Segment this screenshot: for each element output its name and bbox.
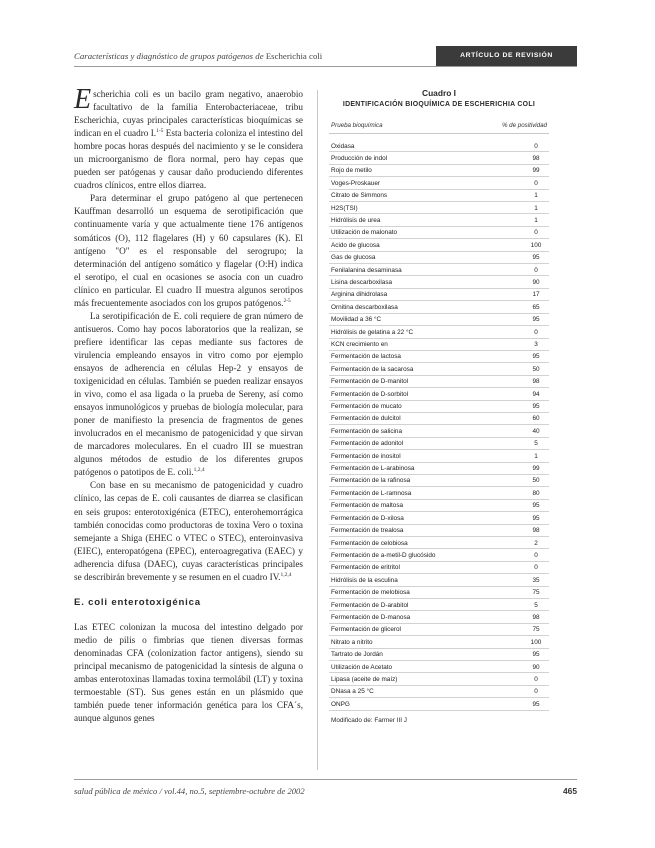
table-cell-test: Fermentación de mucato: [331, 403, 402, 411]
table-cell-test: Fermentación de D-sorbitol: [331, 390, 409, 398]
paragraph-intro: Escherichia coli es un bacilo gram negativo, anaerobio facultativo de la familia Enterobacteriaceae, tribu Escherichia, cuyas principales características bioquímicas se indican en el cuadro I.$^{1-5}$ Esta bacteria coloniza el intestino del hombre pocas horas después del nacimiento y se le considera un microorganismo de flora normal, pero hay cepas que pueden ser patógenas y causar daño produciendo diferentes cuadros clínicos, entre ellos diarrea.: [74, 84, 303, 191]
table-cell-percent: 5: [534, 601, 538, 609]
left-column: [74, 84, 303, 725]
table-row: [329, 314, 549, 326]
section-label: ARTÍCULO DE REVISIÓN: [436, 46, 577, 66]
table-cell-test: ONPG: [331, 700, 350, 708]
table-cell-percent: 50: [532, 365, 540, 373]
table-row: [329, 549, 549, 561]
table-cell-percent: 99: [532, 167, 540, 175]
table-cell-test: Hidrólisis de urea: [331, 216, 381, 224]
table-cell-test: Fermentación de adonitol: [331, 440, 404, 448]
citation-ref: 1,2,4: [280, 571, 292, 578]
table-title: Cuadro I: [422, 88, 456, 98]
table-row: [329, 177, 549, 189]
table-cell-percent: 75: [532, 626, 540, 634]
table-cell-test: Fermentación de salicina: [331, 427, 403, 435]
running-title-species: Escherichia coli: [265, 51, 323, 61]
table-cell-test: KCN crecimiento en: [331, 341, 388, 348]
table-row: [329, 202, 549, 214]
table-cell-percent: 1: [534, 216, 538, 224]
table-row: [329, 698, 549, 710]
table-cell-percent: 1: [534, 204, 538, 212]
table-row: [329, 500, 549, 512]
table-row: [329, 574, 549, 586]
table-cell-test: Fermentación de D-arabitol: [331, 601, 409, 609]
table-row: [329, 326, 549, 338]
table-cell-test: Lipasa (aceite de maíz): [331, 675, 398, 683]
table-row: [329, 537, 549, 549]
table-cell-percent: 0: [534, 675, 538, 683]
table-cell-percent: 0: [534, 229, 538, 237]
table-cell-test: Lisina descarboxilasa: [331, 278, 393, 286]
paragraph-methods: La serotipificación de E. coli requiere de gran número de antisueros. Como hay pocos laboratorios que la realizan, se prefiere identificar las cepas mediante sus factores de virulencia empleando ensayos in vitro como por ejemplo ensayos de adherencia en células Hep-2 y ensayos de toxigenicidad en células. También se pueden realizar ensayos in vivo, como el asa ligada o la prueba de Sereny, así como ensayos inmunológicos y pruebas de biología molecular, para poner de manifiesto la presencia de fragmentos de genes involucrados en el mecanismo de patogenicidad y que sirvan de marcadores moleculares. En el cuadro III se muestran algunos métodos de estudio de los diferentes grupos patógenos o patotipos de E. coli.$^{1,2,4}$: [74, 310, 303, 478]
table-cell-percent: 95: [532, 502, 540, 510]
table-cell-percent: 95: [532, 254, 540, 262]
table-row: [329, 351, 549, 363]
table-row: [329, 401, 549, 413]
table-cell-test: Fermentación de maltosa: [331, 502, 404, 510]
table-header-row: [329, 120, 549, 134]
table-cell-test: Fermentación de D-manosa: [331, 613, 411, 621]
table-cell-percent: 95: [532, 316, 540, 324]
table-cell-test: Fermentación de celobiosa: [331, 539, 408, 547]
table-row: [329, 450, 549, 462]
table-cell-percent: 5: [534, 440, 538, 448]
table-row: [329, 686, 549, 698]
running-title: Características y diagnóstico de grupos patógenos de Escherichia coli: [74, 51, 323, 61]
table-cell-percent: 50: [532, 477, 540, 485]
table-cell-test: Fermentación de la sacarosa: [331, 365, 414, 373]
table-cell-percent: 100: [530, 241, 542, 249]
table-cell-percent: 90: [532, 278, 540, 286]
table-footnote: Modificado de: Farmer III J: [331, 716, 408, 724]
table-row: [329, 214, 549, 226]
table-row: [329, 525, 549, 537]
table-cell-test: Fermentación de a-metil-D glucósido: [331, 551, 436, 559]
table-row: [329, 661, 549, 673]
table-cell-percent: 98: [532, 613, 540, 621]
table-cell-test: Arginina dihidrolasa: [331, 291, 388, 299]
table-cell-percent: 65: [532, 303, 540, 311]
table-cell-percent: 1: [534, 452, 538, 460]
table-row: [329, 611, 549, 623]
table-cell-test: Hidrólisis de gelatina a 22 °C: [331, 328, 414, 336]
table-row: [329, 624, 549, 636]
table-header-test: Prueba bioquímica: [331, 122, 383, 129]
table-cuadro-i: [329, 88, 549, 724]
table-cell-percent: 1: [534, 192, 538, 200]
table-cell-percent: 99: [532, 465, 540, 473]
table-cell-test: Utilización de malonato: [331, 229, 398, 237]
table-cell-percent: 95: [532, 700, 540, 708]
table-cell-test: Fermentación de la rafinosa: [331, 477, 411, 485]
table-cell-percent: 0: [534, 551, 538, 559]
table-row: [329, 487, 549, 499]
drop-cap: E: [74, 84, 92, 115]
table-cell-test: Gas de glucosa: [331, 254, 376, 262]
table-row: [329, 475, 549, 487]
table-cell-test: Fermentación de dulcitol: [331, 415, 401, 423]
table-cell-test: Nitrato a nitrito: [331, 638, 373, 646]
table-row: [329, 252, 549, 264]
table-cell-test: Fermentación de D-xilosa: [331, 514, 404, 522]
table-body: [329, 140, 549, 711]
table-row: [329, 276, 549, 288]
table-row: [329, 425, 549, 437]
citation-ref: 2-5: [283, 297, 291, 304]
table-cell-percent: 0: [534, 328, 538, 336]
table-cell-percent: 0: [534, 266, 538, 274]
table-cell-test: Fermentación de D-manitol: [331, 378, 409, 386]
table-cell-percent: 95: [532, 353, 540, 361]
table-cell-test: Acido de glucosa: [331, 241, 380, 249]
table-row: [329, 413, 549, 425]
table-cell-test: Hidrólisis de la esculina: [331, 576, 398, 584]
table-header-percent: % de positividad: [501, 122, 547, 129]
table-cell-test: Fermentación de trealosa: [331, 527, 404, 535]
table-row: [329, 376, 549, 388]
section-heading: E. coli enterotoxigénica: [74, 596, 201, 608]
table-cell-test: Utilización de Acetato: [331, 663, 393, 671]
table-row: [329, 388, 549, 400]
table-row: [329, 289, 549, 301]
table-cell-test: Fermentación de eritritol: [331, 564, 400, 572]
table-cell-percent: 2: [534, 539, 538, 547]
table-cell-test: Movilidad a 36 °C: [331, 316, 382, 324]
table-row: [329, 512, 549, 524]
table-row: [329, 339, 549, 351]
table-row: [329, 599, 549, 611]
table-row: [329, 227, 549, 239]
table-cell-percent: 60: [532, 415, 540, 423]
table-cell-test: Fermentación de L-ramnosa: [331, 489, 412, 497]
table-cell-percent: 94: [532, 390, 540, 398]
table-cell-percent: 100: [530, 638, 542, 646]
journal-citation: salud pública de méxico / vol.44, no.5, septiembre-octubre de 2002: [74, 786, 305, 796]
paragraph-groups: Con base en su mecanismo de patogenicidad y cuadro clínico, las cepas de E. coli causantes de diarrea se clasifican en seis grupos: enterotoxigénica (ETEC), enterohemorrágica también conocidas como productoras de toxina Vero o toxina semejante a Shiga (EHEC o VTEC o STEC), enteroinvasiva (EIEC), enteropatógena (EPEC), enteroagregativa (EAEC) y adherencia difusa (DAEC), cuyas características principales se describirán brevemente y se resumen en el cuadro IV.$^{1,2,4}$: [74, 480, 303, 582]
table-cell-percent: 80: [532, 489, 540, 497]
table-cell-percent: 98: [532, 527, 540, 535]
citation-ref: 1,2,4: [193, 467, 205, 474]
table-cell-test: Voges-Proskauer: [331, 179, 381, 187]
table-row: [329, 301, 549, 313]
table-row: [329, 190, 549, 202]
table-cell-test: Fermentación de melobiosa: [331, 589, 410, 597]
table-row: [329, 264, 549, 276]
paragraph-serotyping: Para determinar el grupo patógeno al que pertenecen Kauffman desarrolló un esquema de serotipificación que continuamente varía y que actualmente tiene 176 antígenos somáticos (O), 112 flagelares (H) y 60 capsulares (K). El antígeno "O" es el responsable del serogrupo; la determinación del antígeno somático y flagelar (O:H) indica el serotipo, el cual en ocasiones se asocia con un cuadro clínico en particular. El cuadro II muestra algunos serotipos más frecuentemente asociados con los grupos patógenos.$^{2-5}$: [74, 193, 303, 308]
table-cell-test: Fermentación de L-arabinosa: [331, 465, 415, 473]
table-cell-percent: 75: [532, 589, 540, 597]
table-cell-percent: 0: [534, 688, 538, 696]
footer-rule: [74, 779, 577, 780]
citation-ref: 1-5: [156, 128, 164, 135]
table-row: [329, 152, 549, 164]
table-row: [329, 649, 549, 661]
table-cell-percent: 95: [532, 403, 540, 411]
table-cell-test: Fermentación de lactosa: [331, 353, 401, 361]
table-cell-percent: 0: [534, 564, 538, 572]
table-subtitle: IDENTIFICACIÓN BIOQUÍMICA DE ESCHERICHIA COLI: [342, 101, 536, 108]
table-cell-percent: 98: [532, 154, 540, 162]
table-cell-percent: 90: [532, 663, 540, 671]
table-cell-test: Rojo de metilo: [331, 167, 372, 175]
table-cell-test: H2S(TSI): [331, 204, 358, 212]
table-cell-percent: 17: [532, 291, 540, 299]
table-row: [329, 463, 549, 475]
column-divider: [317, 90, 318, 770]
table-cell-test: Producción de indol: [331, 154, 388, 162]
table-cell-percent: 98: [532, 378, 540, 386]
table-row: [329, 363, 549, 375]
table-row: [329, 165, 549, 177]
table-cell-percent: 40: [532, 427, 540, 435]
paragraph-etec: Las ETEC colonizan la mucosa del intestino delgado por medio de pilis o fimbrias que tienen diversas formas denominadas CFA (colonization factor antigens), siendo su principal mecanismo de patogenicidad la síntesis de alguna o ambas enterotoxinas llamadas toxina termolábil (LT) y toxina termoestable (ST). Sus genes están en un plásmido que también puede tener información genética para los CFA´s, aunque algunos genes: [74, 621, 303, 724]
table-cell-test: Tartrato de Jordán: [331, 651, 383, 659]
table-cell-test: Oxidasa: [331, 142, 355, 150]
page-number: 465: [563, 786, 577, 796]
running-header: [74, 46, 577, 67]
table-row: [329, 587, 549, 599]
table-cell-test: DNasa a 25 °C: [331, 688, 374, 696]
table-row: [329, 239, 549, 251]
table-cell-test: Ornitina descarboxilasa: [331, 303, 398, 311]
table-cell-percent: 3: [534, 341, 538, 348]
table-cell-test: Fenilalanina desaminasa: [331, 266, 402, 274]
table-cell-test: Citrato de Simmons: [331, 192, 388, 200]
table-row: [329, 562, 549, 574]
table-cell-percent: 95: [532, 651, 540, 659]
table-row: [329, 140, 549, 152]
table-cell-percent: 0: [534, 142, 538, 150]
table-row: [329, 636, 549, 648]
table-cell-percent: 35: [532, 576, 540, 584]
table-cell-percent: 95: [532, 514, 540, 522]
table-cell-test: Fermentación de inositol: [331, 452, 401, 460]
table-cell-test: Fermentación de glicerol: [331, 626, 401, 634]
table-row: [329, 438, 549, 450]
table-cell-percent: 0: [534, 179, 538, 187]
table-row: [329, 673, 549, 685]
